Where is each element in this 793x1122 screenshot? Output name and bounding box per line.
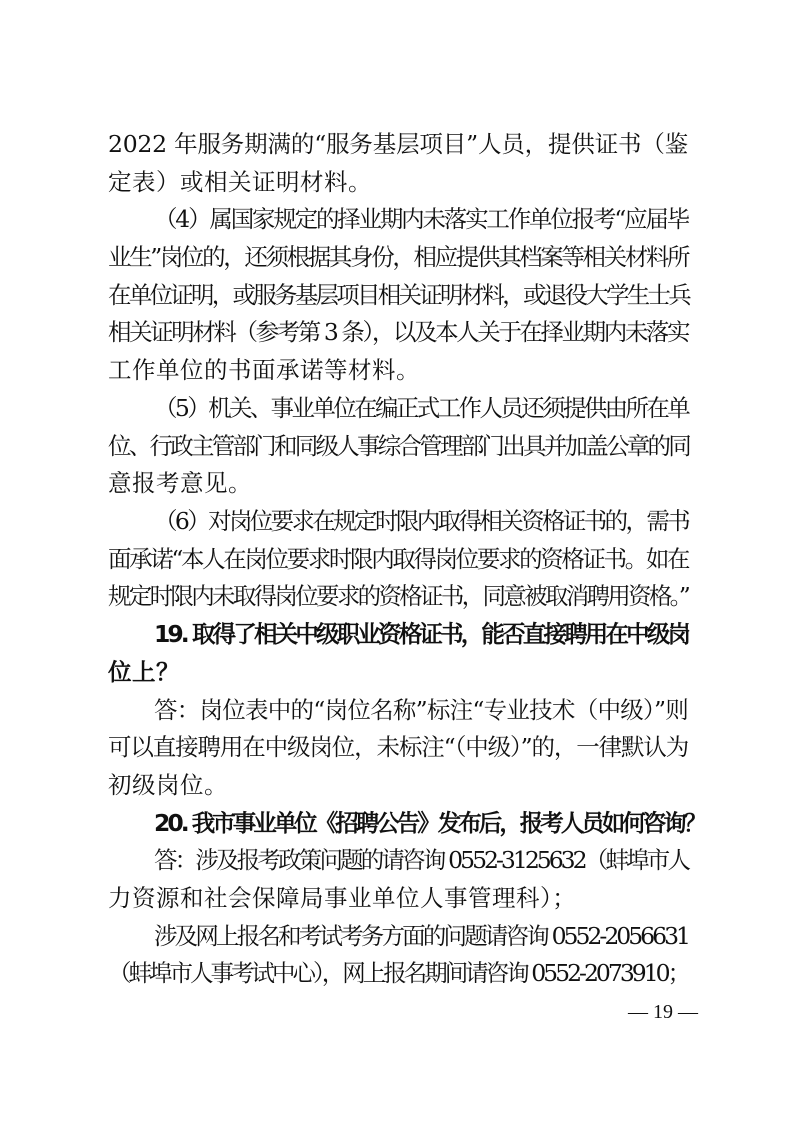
- page-number: — 19 —: [628, 1001, 698, 1023]
- answer-line: 初级岗位。: [108, 771, 228, 799]
- paragraph-line: 位、行政主管部门和同级人事综合管理部门出具并加盖公章的同: [108, 432, 689, 460]
- paragraph-line: 业生”岗位的，还须根据其身份，相应提供其档案等相关材料所: [108, 243, 688, 271]
- question-heading: 19. 取得了相关中级职业资格证书，能否直接聘用在中级岗: [154, 620, 688, 648]
- paragraph-line: 在单位证明，或服务基层项目相关证明材料，或退役大学生士兵: [108, 281, 689, 309]
- paragraph-line: （6）对岗位要求在规定时限内取得相关资格证书的，需书: [154, 507, 688, 535]
- paragraph-line: （4）属国家规定的择业期内未落实工作单位报考“应届毕: [154, 205, 688, 233]
- answer-line: 可以直接聘用在中级岗位，未标注“（中级）”的，一律默认为: [108, 733, 688, 761]
- paragraph-line: （5）机关、事业单位在编正式工作人员还须提供由所在单: [154, 394, 688, 422]
- paragraph-line: 面承诺“本人在岗位要求时限内取得岗位要求的资格证书。如在: [108, 545, 688, 573]
- answer-line: 力资源和社会保障局事业单位人事管理科）；: [108, 884, 577, 912]
- answer-line: 答：岗位表中的“岗位名称”标注“专业技术（中级）”则: [154, 696, 688, 724]
- paragraph-line: 2022 年服务期满的“服务基层项目”人员，提供证书（鉴: [108, 130, 688, 158]
- paragraph-line: 意报考意见。: [108, 469, 252, 497]
- paragraph-line: 工作单位的书面承诺等材料。: [108, 356, 420, 384]
- paragraph-line: 相关证明材料（参考第 3 条），以及本人关于在择业期内未落实: [108, 318, 688, 346]
- answer-line: （蚌埠市人事考试中心），网上报名期间请咨询 0552-2073910；: [108, 959, 689, 987]
- paragraph-line: 规定时限内未取得岗位要求的资格证书，同意被取消聘用资格。”: [108, 582, 688, 610]
- answer-line: 答：涉及报考政策问题的请咨询 0552-3125632（蚌埠市人: [154, 846, 688, 874]
- paragraph-line: 定表）或相关证明材料。: [108, 168, 372, 196]
- question-heading: 位上？: [108, 658, 180, 686]
- question-heading: 20. 我市事业单位《招聘公告》发布后，报考人员如何咨询？: [154, 809, 705, 837]
- answer-line: 涉及网上报名和考试考务方面的问题请咨询 0552-2056631: [154, 922, 688, 950]
